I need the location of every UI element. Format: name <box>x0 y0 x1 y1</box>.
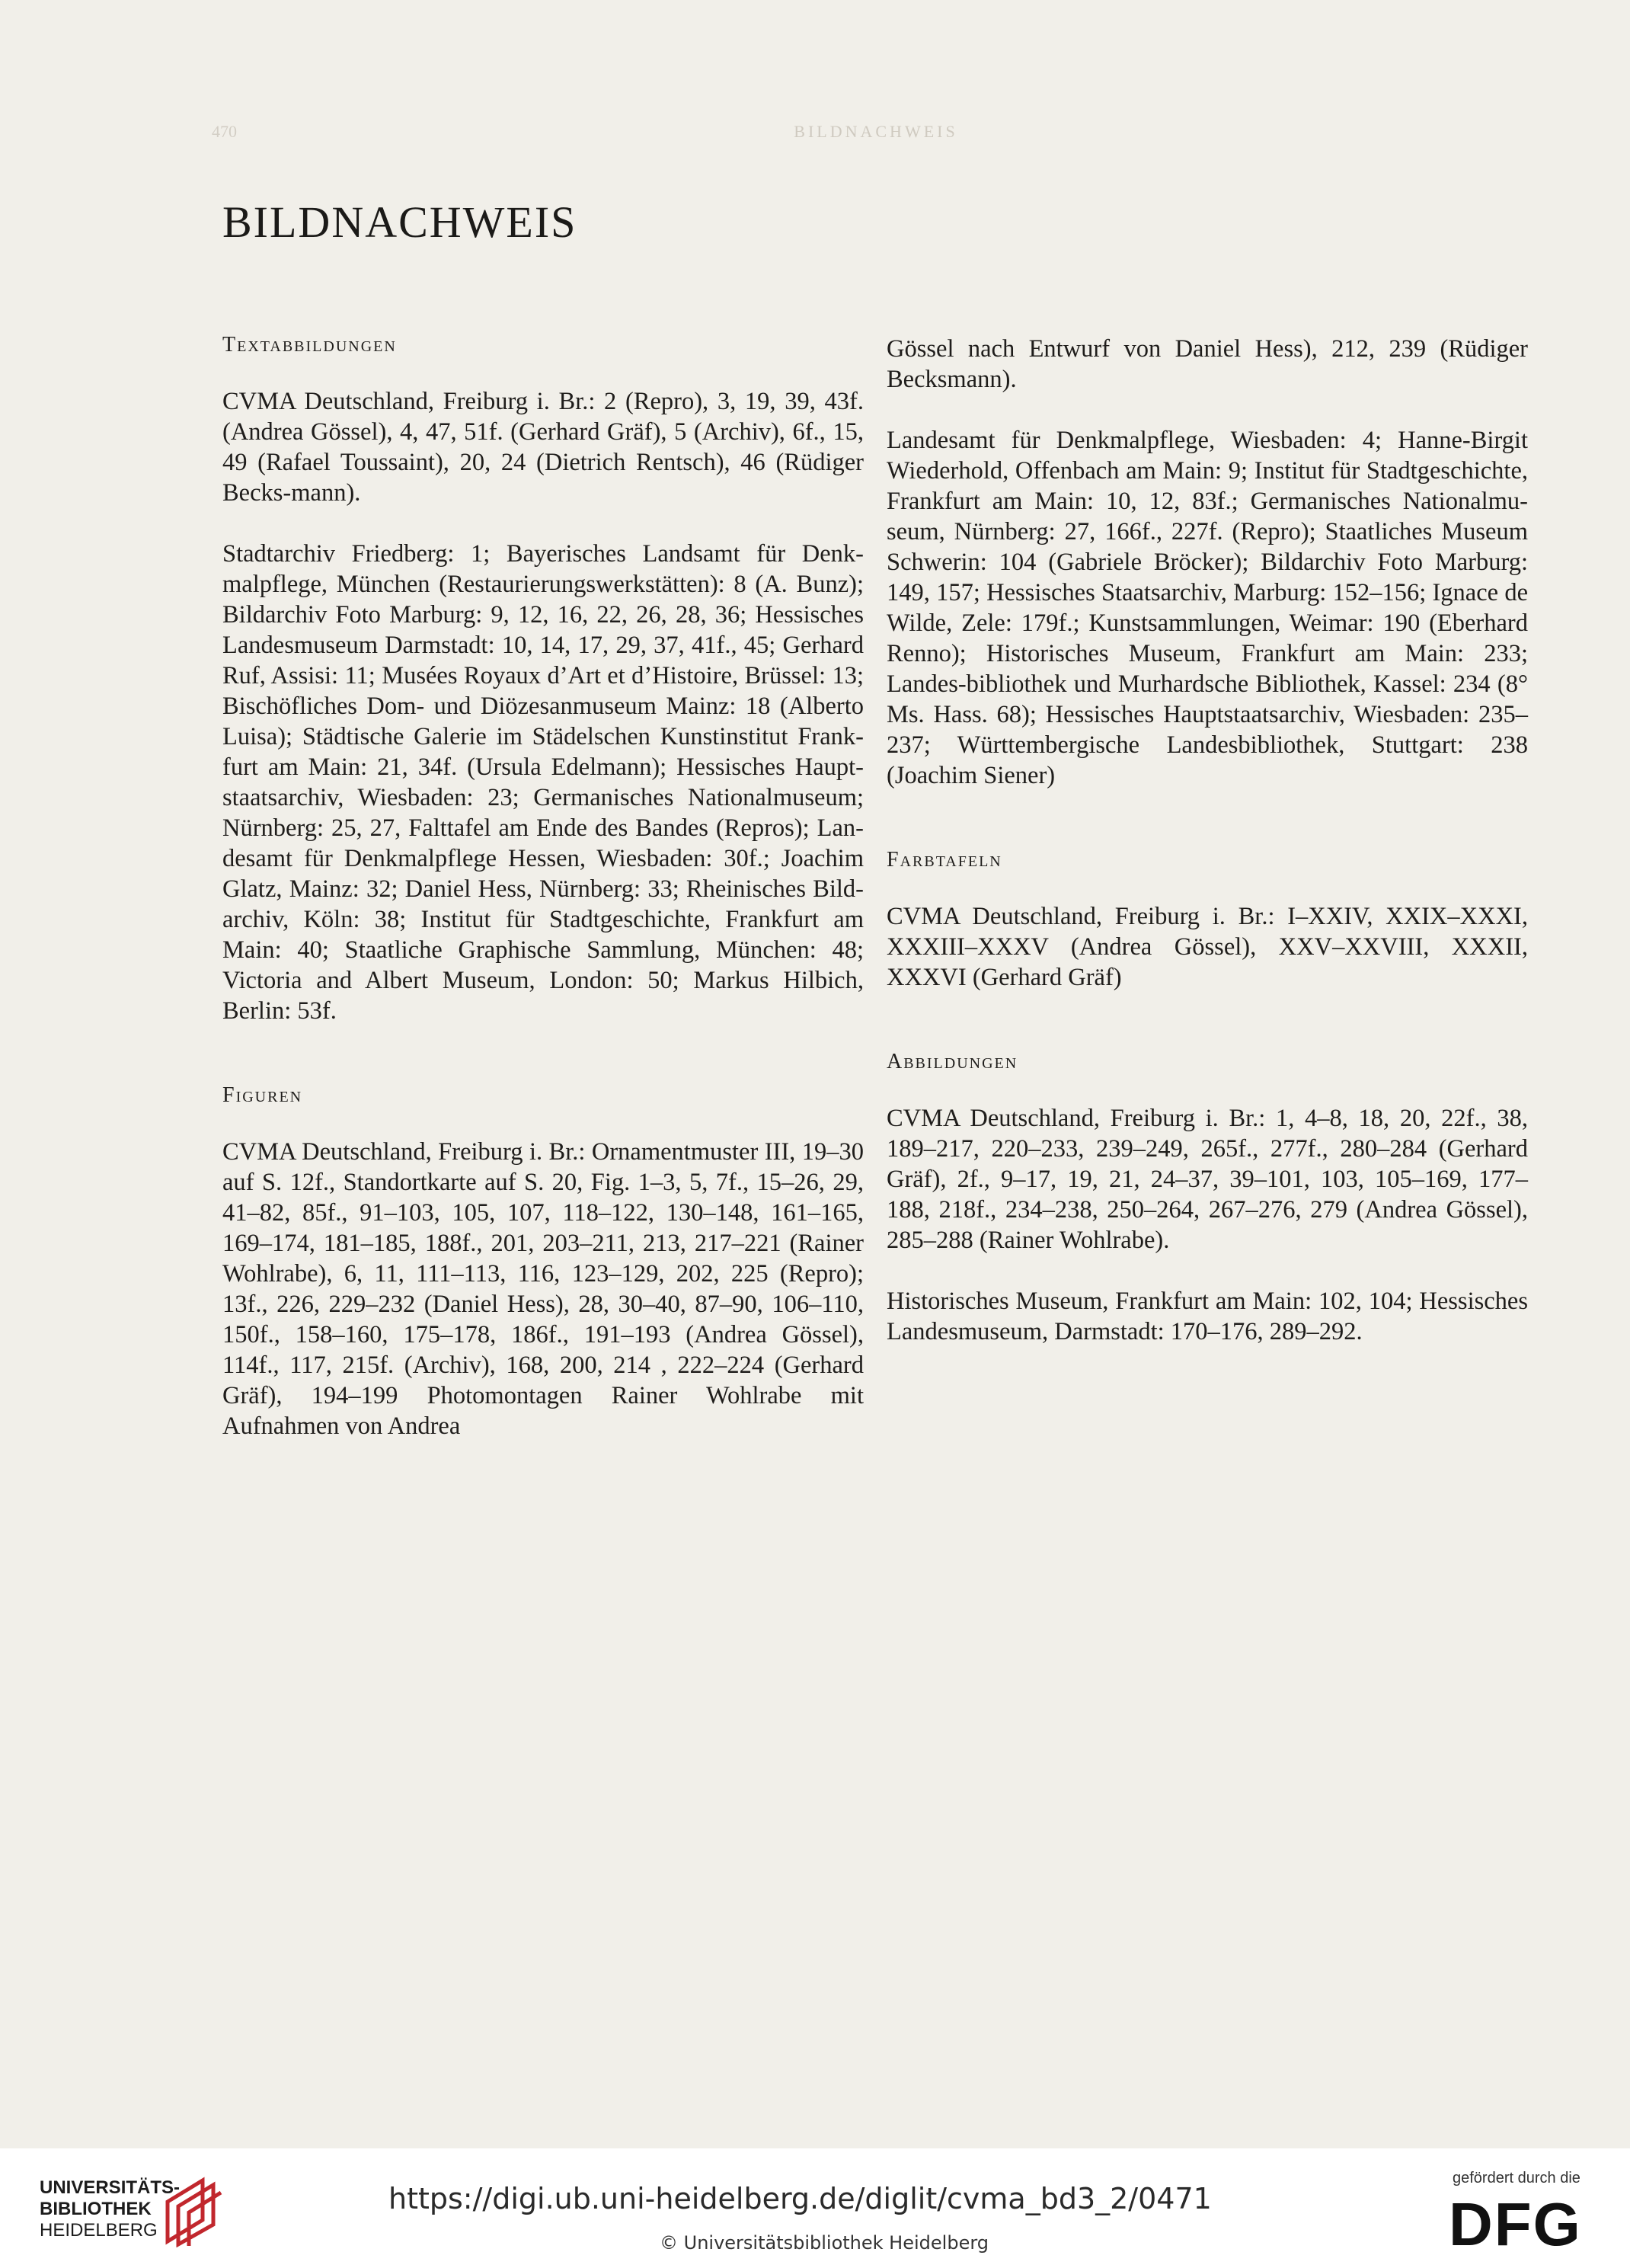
library-logo-line: UNIVERSITÄTS- <box>40 2177 181 2198</box>
copyright-notice: © Universitätsbibliothek Heidelberg <box>660 2232 989 2254</box>
funding-note: gefördert durch die <box>1453 2170 1580 2186</box>
library-logo-line: HEIDELBERG <box>40 2220 158 2241</box>
library-logo[interactable] <box>40 2177 180 2241</box>
right-column <box>887 334 1528 1377</box>
section-heading-textabbildungen: Textabbildungen <box>222 333 397 357</box>
document-url-link[interactable]: https://digi.ub.uni-heidelberg.de/diglit/cvma_bd3_2/0471 <box>388 2182 1212 2215</box>
section-heading-farbtafeln: Farbtafeln <box>887 848 1002 872</box>
dfg-logo[interactable]: DFG <box>1449 2190 1582 2258</box>
credit-paragraph: Landesamt für Denkmalpflege, Wiesbaden: 4; Hanne-Birgit Wiederhold, Offenbach am Main: 9; Institut für Stadtgeschichte, Frankfurt am Main: 10, 12, 83f.; Germanisches Nationalmu-seum, Nürnberg: 27, 166f., 227f. (Repro); Staatliches Museum Schwerin: 104 (Gabriele Bröcker); Bildarchiv Foto Marburg: 149, 157; Hessisches Staatsarchiv, Marburg: 152–156; Ignace de Wilde, Zele: 179f.; Kunstsammlungen, Weimar: 190 (Eberhard Renno); Historisches Museum, Frankfurt am Main: 233; Landes-bibliothek und Murhardsche Bibliothek, Kassel: 234 (8° Ms. Hass. 68); Hessisches Hauptstaatsarchiv, Wiesbaden: 235–237; Württembergische Landesbibliothek, Stuttgart: 238 (Joachim Siener) <box>887 427 1528 789</box>
credit-paragraph: CVMA Deutschland, Freiburg i. Br.: 2 (Repro), 3, 19, 39, 43f. (Andrea Gössel), 4, 47, 51f. (Gerhard Gräf), 5 (Archiv), 6f., 15, 49 (Rafael Toussaint), 20, 24 (Dietrich Rentsch), 46 (Rüdiger Becks-mann). <box>222 388 864 507</box>
section-heading-figuren: Figuren <box>222 1083 303 1107</box>
credit-paragraph: Stadtarchiv Friedberg: 1; Bayerisches Landsamt für Denk-malpflege, München (Restaurierungswerkstätten): 8 (A. Bunz); Bildarchiv Foto Marburg: 9, 12, 16, 22, 26, 28, 36; Hessisches Landesmuseum Darmstadt: 10, 14, 17, 29, 37, 41f., 45; Gerhard Ruf, Assisi: 11; Musées Royaux d’Art et d’Histoire, Brüssel: 13; Bischöfliches Dom- und Diözesanmuseum Mainz: 18 (Alberto Luisa); Städtische Galerie im Städelschen Kunstinstitut Frank-furt am Main: 21, 34f. (Ursula Edelmann); Hessisches Haupt-staatsarchiv, Wiesbaden: 23; Germanisches Nationalmuseum; Nürnberg: 25, 27, Falttafel am Ende des Bandes (Repros); Lan-desamt für Denkmalpflege Hessen, Wiesbaden: 30f.; Joachim Glatz, Mainz: 32; Daniel Hess, Nürnberg: 33; Rheinisches Bild-archiv, Köln: 38; Institut für Stadtgeschichte, Frankfurt am Main: 40; Staatliche Graphische Sammlung, München: 48; Victoria and Albert Museum, London: 50; Markus Hilbich, Berlin: 53f. <box>222 540 864 1025</box>
page-title: BILDNACHWEIS <box>222 197 577 247</box>
credit-paragraph: CVMA Deutschland, Freiburg i. Br.: Ornamentmuster III, 19–30 auf S. 12f., Standortkarte auf S. 20, Fig. 1–3, 5, 7f., 15–26, 29, 41–82, 85f., 91–103, 105, 107, 118–122, 130–148, 161–165, 169–174, 181–185, 188f., 201, 203–211, 213, 217–221 (Rainer Wohlrabe), 6, 11, 111–113, 116, 123–129, 202, 225 (Repro); 13f., 226, 229–232 (Daniel Hess), 28, 30–40, 87–90, 106–110, 150f., 158–160, 175–178, 186f., 191–193 (Andrea Gössel), 114f., 117, 215f. (Archiv), 168, 200, 214 , 222–224 (Gerhard Gräf), 194–199 Photomontagen Rainer Wohlrabe mit Aufnahmen von Andrea <box>222 1138 864 1440</box>
library-logo-icon <box>163 2176 224 2247</box>
left-column <box>222 334 864 1472</box>
credit-paragraph: Historisches Museum, Frankfurt am Main: 102, 104; Hessisches Landesmuseum, Darmstadt: 170–176, 289–292. <box>887 1288 1528 1345</box>
digitization-footer <box>0 2148 1630 2268</box>
bleed-through-page-number: 470 <box>212 122 237 141</box>
bleed-through-header: BILDNACHWEIS <box>794 122 958 141</box>
library-logo-line: BIBLIOTHEK <box>40 2199 152 2219</box>
credit-paragraph: CVMA Deutschland, Freiburg i. Br.: 1, 4–8, 18, 20, 22f., 38, 189–217, 220–233, 239–249, 265f., 277f., 280–284 (Gerhard Gräf), 2f., 9–17, 19, 21, 24–37, 39–101, 103, 105–169, 177–188, 218f., 234–238, 250–264, 267–276, 279 (Andrea Gössel), 285–288 (Rainer Wohlrabe). <box>887 1105 1528 1254</box>
continued-credit-paragraph: Gössel nach Entwurf von Daniel Hess), 212, 239 (Rüdiger Becksmann). <box>887 335 1528 393</box>
section-heading-abbildungen: Abbildungen <box>887 1050 1018 1073</box>
credit-paragraph: CVMA Deutschland, Freiburg i. Br.: I–XXIV, XXIX–XXXI, XXXIII–XXXV (Andrea Gössel), XXV–XXVIII, XXXII, XXXVI (Gerhard Gräf) <box>887 903 1528 991</box>
